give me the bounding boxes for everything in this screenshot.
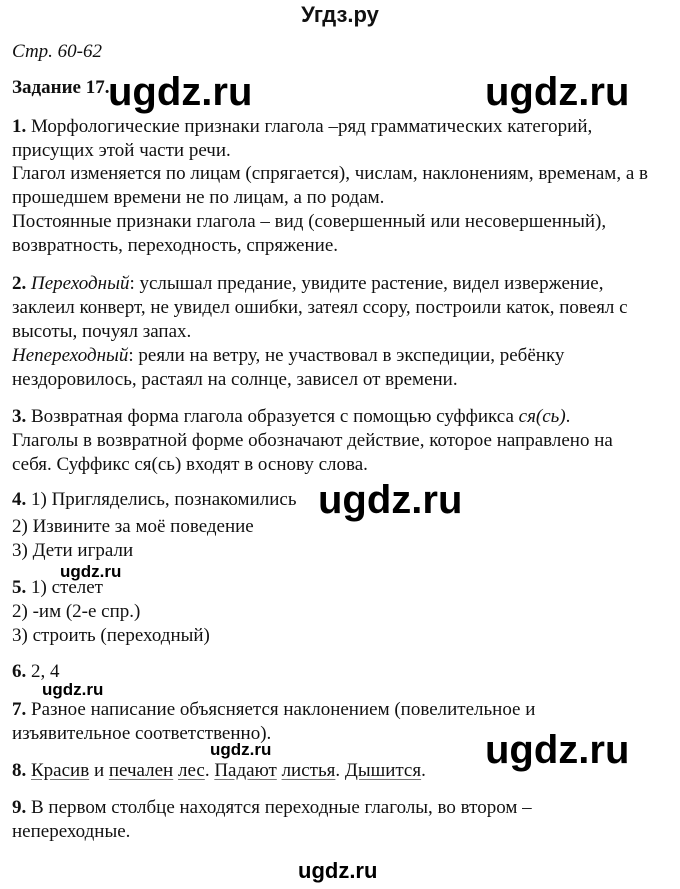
watermark: ugdz.ru <box>485 728 630 772</box>
q4-line1: 4. 1) Пригляделись, познакомились <box>12 489 297 510</box>
q3-line3: себя. Суффикс ся(сь) входят в основу слова. <box>12 454 368 475</box>
q2-line2: заклеил конверт, не увидел ошибки, затеял ссору, построили каток, повеял с <box>12 297 628 318</box>
q8-line1: 8. Красив и печален лес. Падают листья. Дышится. <box>12 760 426 781</box>
q1-line4: прошедшем времени не по лицам, а по родам. <box>12 187 385 208</box>
q3-line2: Глаголы в возвратной форме обозначают действие, которое направлено на <box>12 430 613 451</box>
watermark: ugdz.ru <box>60 562 122 581</box>
watermark: ugdz.ru <box>42 680 104 699</box>
watermark: ugdz.ru <box>318 478 463 522</box>
q5-line2: 2) -им (2-е спр.) <box>12 601 141 622</box>
watermark: ugdz.ru <box>108 70 253 114</box>
q1-line3: Глагол изменяется по лицам (спрягается), числам, наклонениям, временам, а в <box>12 163 648 184</box>
q2-line1: 2. Переходный: услышал предание, увидите растение, видел извержение, <box>12 273 604 294</box>
q7-line2: изъявительное соответственно). <box>12 723 272 744</box>
site-title: Угдз.ру <box>301 2 379 27</box>
q2-line3: высоты, почуял запах. <box>12 321 192 342</box>
page-reference: Стр. 60-62 <box>12 41 102 62</box>
watermark: ugdz.ru <box>485 70 630 114</box>
q4-line2: 2) Извините за моё поведение <box>12 516 254 537</box>
q1-line5: Постоянные признаки глагола – вид (совершенный или несовершенный), <box>12 211 607 232</box>
q3-line1: 3. Возвратная форма глагола образуется с помощью суффикса ся(сь). <box>12 406 571 427</box>
q1-line6: возвратность, переходность, спряжение. <box>12 235 338 256</box>
q9-line2: непереходные. <box>12 821 131 842</box>
q5-line3: 3) строить (переходный) <box>12 625 210 646</box>
q5-line1: 5. 1) стелет <box>12 577 103 598</box>
q1-line1: 1. Морфологические признаки глагола –ряд грамматических категорий, <box>12 116 593 137</box>
q9-line1: 9. В первом столбце находятся переходные глаголы, во втором – <box>12 797 532 818</box>
task-title: Задание 17. <box>12 77 110 98</box>
q2-line4: Непереходный: реяли на ветру, не участвовал в экспедиции, ребёнку <box>12 345 565 366</box>
q7-line1: 7. Разное написание объясняется наклонением (повелительное и <box>12 699 536 720</box>
watermark: ugdz.ru <box>298 858 378 883</box>
q1-line2: присущих этой части речи. <box>12 140 231 161</box>
q2-line5: нездоровилось, растаял на солнце, зависел от времени. <box>12 369 458 390</box>
watermark: ugdz.ru <box>210 740 272 759</box>
q4-line3: 3) Дети играли <box>12 540 134 561</box>
q6-line1: 6. 2, 4 <box>12 661 60 682</box>
